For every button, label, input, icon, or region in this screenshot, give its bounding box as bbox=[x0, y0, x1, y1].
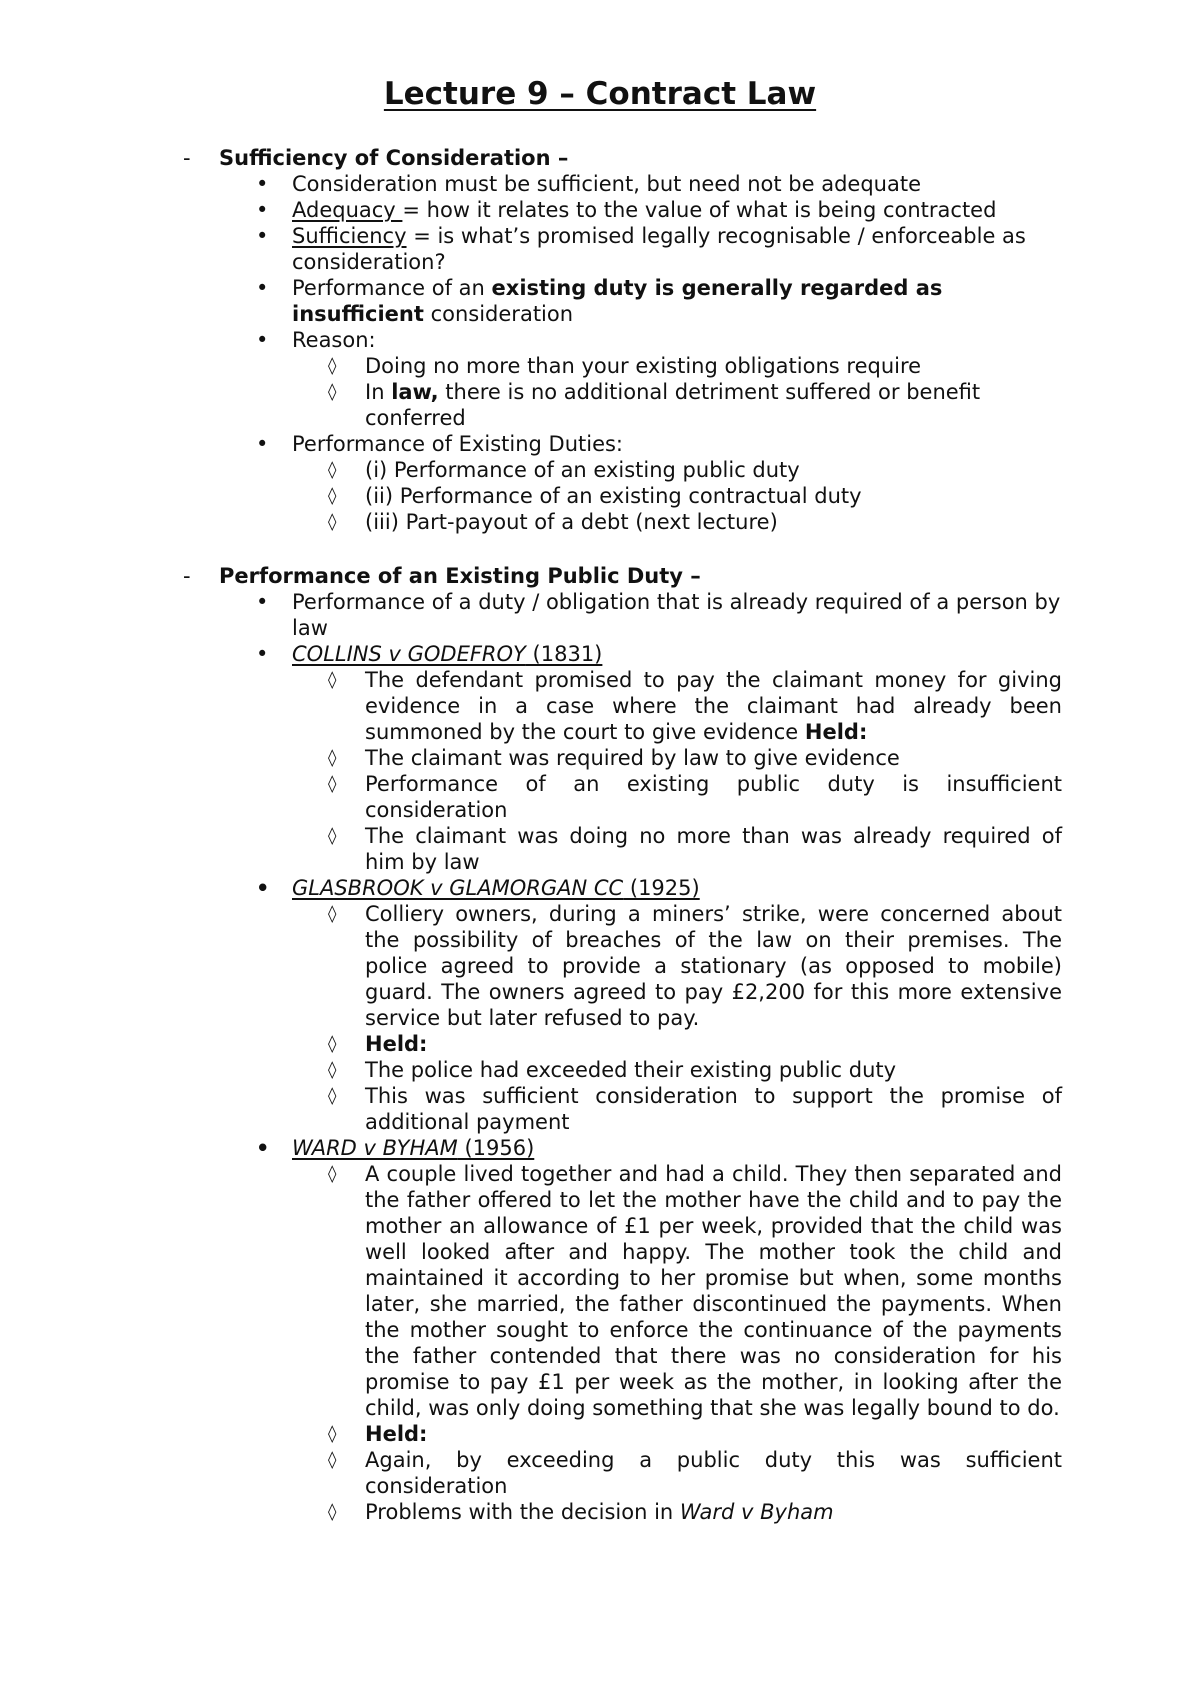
sub-item-text: Problems with the decision in Ward v Byham bbox=[365, 1500, 834, 1524]
diamond-icon: ◊ bbox=[328, 748, 337, 768]
list-item bbox=[0, 171, 1200, 197]
sub-list-item bbox=[0, 771, 1200, 823]
case-year: (1831) bbox=[525, 642, 603, 666]
case-year: (1925) bbox=[623, 876, 700, 900]
diamond-icon: ◊ bbox=[328, 460, 337, 480]
list-item bbox=[0, 589, 1200, 641]
sub-list-item bbox=[0, 353, 1200, 379]
bullet-list-sufficiency bbox=[0, 171, 1200, 535]
bullet-icon: • bbox=[256, 276, 269, 300]
bullet-icon: • bbox=[256, 876, 270, 900]
list-item-text: Performance of Existing Duties: bbox=[292, 432, 624, 456]
bullet-icon: • bbox=[256, 432, 269, 456]
sub-item-text: Performance of an existing public duty is insufficient consideration bbox=[365, 772, 1062, 822]
sub-item-text: Held: bbox=[365, 1422, 428, 1446]
sub-list-item bbox=[0, 1057, 1200, 1083]
bullet-icon: • bbox=[256, 172, 269, 196]
list-item-text: Consideration must be sufficient, but need not be adequate bbox=[292, 172, 922, 196]
bullet-icon: • bbox=[256, 590, 269, 614]
sub-list-item bbox=[0, 1499, 1200, 1525]
diamond-icon: ◊ bbox=[328, 1086, 337, 1106]
sub-item-text: A couple lived together and had a child. They then separated and the father offered to let the mother have the child and to pay the mother an allowance of £1 per week, provided that the child was well looked after and happy. The mother took the child and maintained it according to her promise but when, some months later, she married, the father discontinued the payments. When the mother sought to enforce the continuance of the payments the father contended that there was no consideration for his promise to pay £1 per week as the mother, in looking after the child, was only doing something that she was legally bound to do. bbox=[365, 1162, 1062, 1420]
sub-item-text: (i) Performance of an existing public duty bbox=[365, 458, 800, 482]
sub-list-item bbox=[0, 1031, 1200, 1057]
diamond-icon: ◊ bbox=[328, 1060, 337, 1080]
sub-item-text: This was sufficient consideration to support the promise of additional payment bbox=[365, 1084, 1062, 1134]
sub-list-item bbox=[0, 457, 1200, 483]
case-title bbox=[292, 875, 1062, 901]
bullet-icon: • bbox=[256, 328, 269, 352]
diamond-icon: ◊ bbox=[328, 356, 337, 376]
diamond-icon: ◊ bbox=[328, 826, 337, 846]
diamond-icon: ◊ bbox=[328, 382, 337, 402]
case-year: (1956) bbox=[457, 1136, 535, 1160]
bullet-icon: • bbox=[256, 642, 269, 666]
sub-list-item bbox=[0, 667, 1200, 745]
sub-list-item bbox=[0, 1421, 1200, 1447]
sub-list-item bbox=[0, 1447, 1200, 1499]
term-sufficiency: Sufficiency bbox=[292, 224, 407, 248]
sub-list-item bbox=[0, 823, 1200, 875]
sub-list-item bbox=[0, 483, 1200, 509]
section-dash: - bbox=[183, 564, 191, 588]
list-item bbox=[0, 431, 1200, 457]
diamond-icon: ◊ bbox=[328, 512, 337, 532]
list-item-text: Reason: bbox=[292, 328, 376, 352]
bullet-icon: • bbox=[256, 224, 269, 248]
case-name: COLLINS v GODEFROY bbox=[292, 642, 526, 666]
bullet-icon: • bbox=[256, 1136, 270, 1160]
list-item-text: Performance of an existing duty is generally regarded as insufficient consideration bbox=[292, 276, 943, 326]
sub-list-item bbox=[0, 1083, 1200, 1135]
list-item-text: Sufficiency = is what’s promised legally recognisable / enforceable as consideration? bbox=[292, 224, 1026, 274]
sub-item-text: In law, there is no additional detriment suffered or benefit conferred bbox=[365, 380, 981, 430]
sub-item-text: Held: bbox=[365, 1032, 428, 1056]
case-heading bbox=[0, 875, 1200, 901]
sub-list-item bbox=[0, 379, 1200, 431]
sub-list-item bbox=[0, 745, 1200, 771]
sub-list-item bbox=[0, 509, 1200, 535]
list-item bbox=[0, 223, 1200, 275]
sub-item-text: (ii) Performance of an existing contractual duty bbox=[365, 484, 862, 508]
case-heading bbox=[0, 1135, 1200, 1161]
bullet-icon: • bbox=[256, 198, 269, 222]
list-item-text: Adequacy = how it relates to the value of what is being contracted bbox=[292, 198, 997, 222]
diamond-icon: ◊ bbox=[328, 774, 337, 794]
sub-item-text: Colliery owners, during a miners’ strike, were concerned about the possibility of breaches of the law on their premises. The police agreed to provide a stationary (as opposed to mobile) guard. The owners agreed to pay £2,200 for this more extensive service but later refused to pay. bbox=[365, 902, 1062, 1030]
list-item bbox=[0, 197, 1200, 223]
sub-list-item bbox=[0, 901, 1200, 1031]
sub-item-text: Doing no more than your existing obligations require bbox=[365, 354, 922, 378]
section-heading: Sufficiency of Consideration – bbox=[219, 146, 569, 170]
bullet-list-public-duty bbox=[0, 589, 1200, 1525]
list-item bbox=[0, 275, 1200, 327]
sub-item-text: Again, by exceeding a public duty this was sufficient consideration bbox=[365, 1448, 1062, 1498]
diamond-icon: ◊ bbox=[328, 1502, 337, 1522]
case-name: WARD v BYHAM bbox=[292, 1136, 458, 1160]
section-dash: - bbox=[183, 146, 191, 170]
sub-item-text: The defendant promised to pay the claimant money for giving evidence in a case where the claimant had already been summoned by the court to give evidence Held: bbox=[365, 668, 1062, 744]
sub-item-text: The claimant was doing no more than was already required of him by law bbox=[365, 824, 1062, 874]
sub-item-text: (iii) Part-payout of a debt (next lecture) bbox=[365, 510, 778, 534]
sub-list-item bbox=[0, 1161, 1200, 1421]
diamond-icon: ◊ bbox=[328, 904, 337, 924]
sub-item-text: The claimant was required by law to give evidence bbox=[365, 746, 900, 770]
diamond-icon: ◊ bbox=[328, 670, 337, 690]
case-heading bbox=[0, 641, 1200, 667]
list-item-text: Performance of a duty / obligation that is already required of a person by law bbox=[292, 590, 1061, 640]
diamond-icon: ◊ bbox=[328, 1450, 337, 1470]
diamond-icon: ◊ bbox=[328, 1034, 337, 1054]
list-item bbox=[0, 327, 1200, 353]
diamond-icon: ◊ bbox=[328, 486, 337, 506]
sub-item-text: The police had exceeded their existing public duty bbox=[365, 1058, 897, 1082]
diamond-icon: ◊ bbox=[328, 1164, 337, 1184]
case-name: GLASBROOK v GLAMORGAN CC bbox=[292, 876, 624, 900]
section-heading: Performance of an Existing Public Duty – bbox=[219, 564, 701, 588]
page-title: Lecture 9 – Contract Law bbox=[383, 76, 817, 112]
term-adequacy: Adequacy bbox=[292, 198, 403, 222]
case-title bbox=[292, 1135, 1062, 1161]
diamond-icon: ◊ bbox=[328, 1424, 337, 1444]
case-title bbox=[292, 641, 1062, 667]
